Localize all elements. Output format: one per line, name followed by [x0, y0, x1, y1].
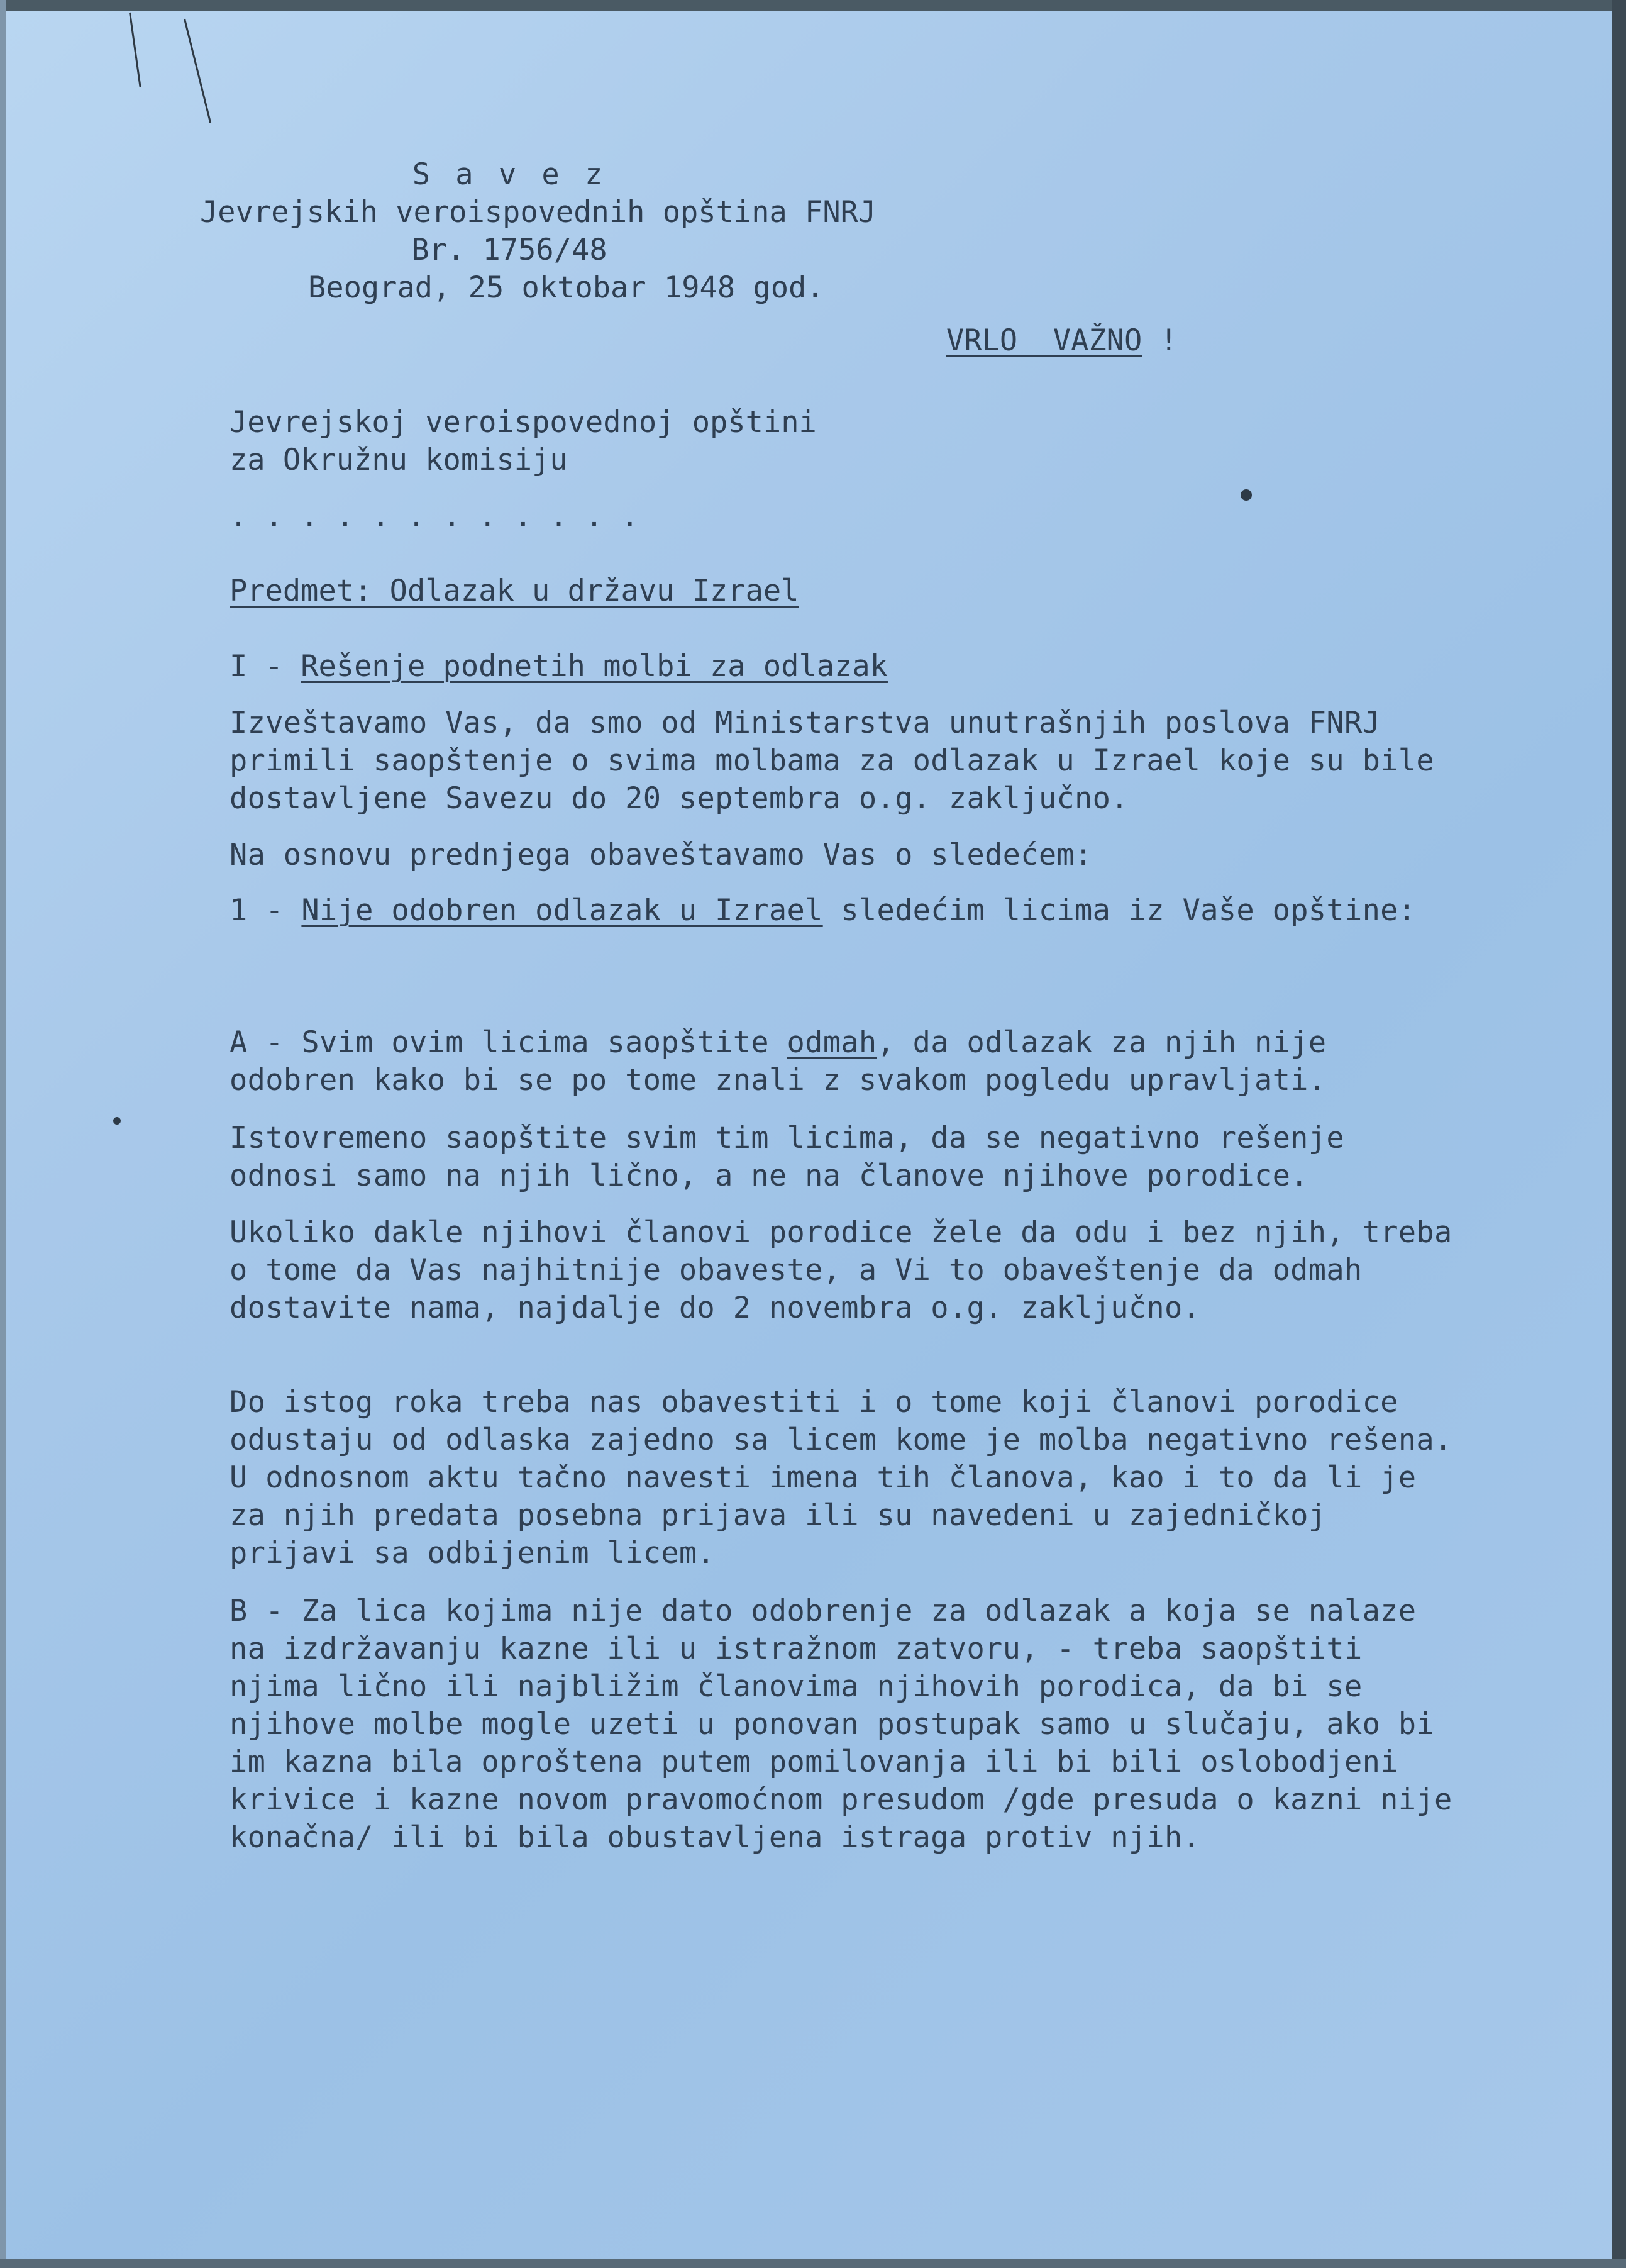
scan-edge-left — [0, 0, 6, 2268]
not-approved-rest: sledećim licima iz Vaše opštine: — [822, 893, 1417, 928]
not-approved-phrase: Nije odobren odlazak u Izrael — [301, 893, 823, 928]
subject-line: Predmet: Odlazak u državu Izrael — [230, 574, 799, 608]
section-heading — [230, 648, 888, 686]
paragraph-basis: Na osnovu prednjega obaveštavamo Vas o sledećem: — [230, 838, 1093, 872]
recipient-line1: Jevrejskoj veroispovednoj opštini — [230, 405, 817, 440]
ink-dot — [113, 1117, 121, 1125]
urgent-mark — [946, 322, 1178, 360]
org-name-line1: S a v e z — [412, 157, 607, 192]
scan-edge-right — [1612, 0, 1626, 2268]
paragraph-family-members: Ukoliko dakle njihovi članovi porodice žele da odu i bez njih, treba o tome da Vas najhitnije obaveste, a Vi to obaveštenje da odmah dostavite nama, najdalje do 2 novembra o.g. zaključno. — [230, 1215, 1452, 1325]
paragraph-sentenced-persons: B - Za lica kojima nije dato odobrenje za odlazak a koja se nalaze na izdržavanju kazne ili u istražnom zatvoru, - treba saopštiti njima lično ili najbližim članovima njihovih porodica, da bi se njihove molbe mogle uzeti u ponovan postupak samo u slučaju, ako bi im kazna bila oproštena putem pomilovanja ili bi bili oslobodjeni krivice i kazne novom pravomoćnom presudom /gde presuda o kazni nije konačna/ ili bi bila obustavljena istraga protiv njih. — [230, 1594, 1452, 1855]
urgent-mark-label: VRLO VAŽNO — [946, 323, 1142, 358]
scan-mark-stroke — [129, 13, 141, 87]
scan-edge-bottom — [0, 2259, 1626, 2268]
paragraph-not-approved — [230, 892, 1456, 930]
reference-number: Br. 1756/48 — [411, 233, 607, 267]
recipient-line2: za Okružnu komisiju — [230, 443, 568, 477]
paragraph-personal-decision: Istovremeno saopštite svim tim licima, da se negativno rešenje odnosi samo na njih lično, a ne na članove njihove porodice. — [230, 1121, 1344, 1193]
recipient-blank: . . . . . . . . . . . . — [230, 499, 639, 534]
item-number: 1 - — [230, 893, 302, 928]
urgent-mark-exclamation: ! — [1159, 323, 1178, 358]
scan-edge-top — [0, 0, 1626, 11]
section-title: Rešenje podnetih molbi za odlazak — [301, 649, 888, 684]
paragraph-report: Izveštavamo Vas, da smo od Ministarstva unutrašnjih poslova FNRJ primili saopštenje o svima molbama za odlazak u Izrael koje su bile dostavljene Savezu do 20 septembra o.g. zaključno. — [230, 706, 1434, 816]
scan-mark-stroke — [184, 19, 211, 123]
notify-start: A - Svim ovim licima saopštite — [230, 1025, 787, 1060]
ink-dot — [1241, 489, 1252, 501]
org-name-line2: Jevrejskih veroispovednih opština FNRJ — [200, 195, 877, 230]
notify-immediately-word: odmah — [787, 1025, 877, 1060]
paragraph-notify-immediately — [230, 1024, 1456, 1099]
place-and-date: Beograd, 25 oktobar 1948 god. — [308, 270, 824, 305]
paragraph-deadline: Do istog roka treba nas obavestiti i o tome koji članovi porodice odustaju od odlaska zajedno sa licem kome je molba negativno rešena. U odnosnom aktu tačno navesti imena tih članova, kao i to da li je za njih predata posebna prijava ili su navedeni u zajedničkoj prijavi sa odbijenim licem. — [230, 1385, 1452, 1570]
section-numeral: I - — [230, 649, 301, 684]
notify-rest: , da odlazak za njih nije odobren kako bi se po tome znali z svakom pogledu upravljati. — [230, 1025, 1327, 1098]
